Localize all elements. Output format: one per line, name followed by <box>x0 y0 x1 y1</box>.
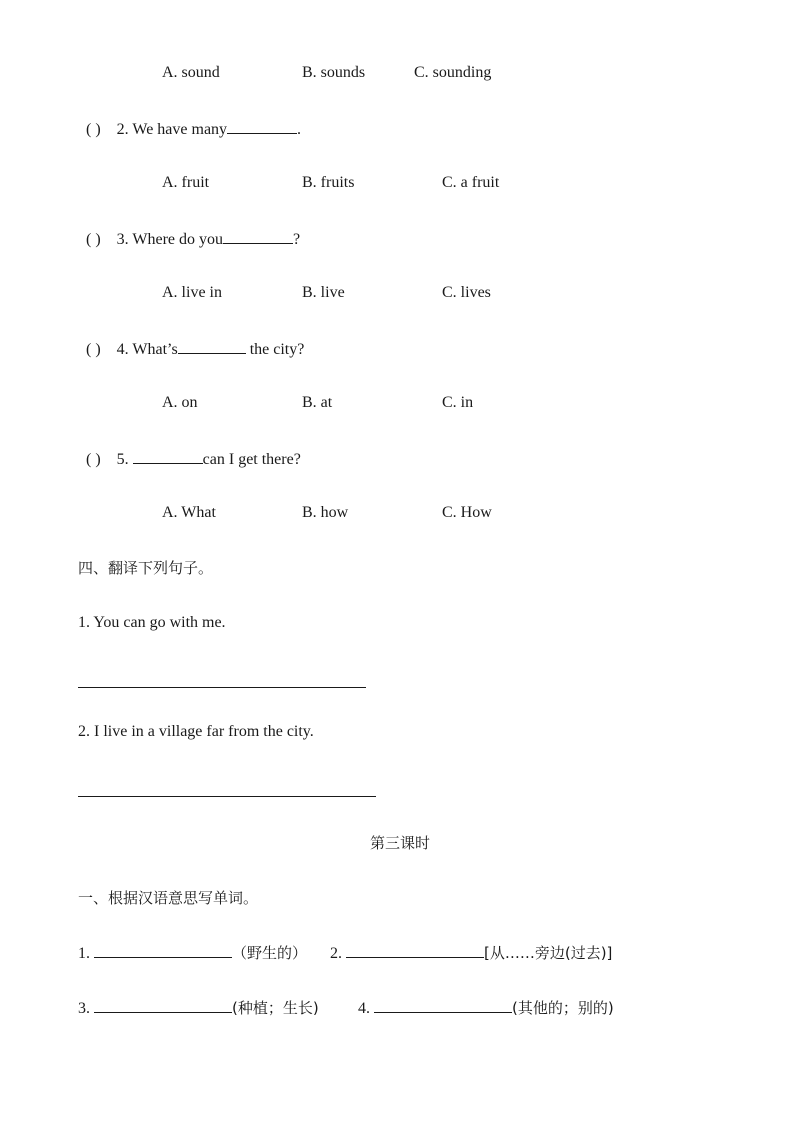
answer-paren: ( ) <box>86 231 101 248</box>
q4-option-b: B. at <box>302 394 333 411</box>
answer-paren: ( ) <box>86 451 101 468</box>
q2-option-c: C. a fruit <box>442 174 500 191</box>
answer-paren: ( ) <box>86 121 101 138</box>
answer-blank <box>374 997 512 1013</box>
vocab-item-2 <box>330 942 612 964</box>
translation-answer-line-2 <box>78 796 376 797</box>
answer-paren: ( ) <box>86 341 101 358</box>
question-number: 5. <box>116 451 129 468</box>
answer-blank <box>346 942 484 958</box>
vocab-item-1 <box>78 942 307 964</box>
item-number: 3. <box>78 1000 90 1017</box>
q3-option-c: C. lives <box>442 284 491 301</box>
question-stem-after: . <box>297 121 302 138</box>
question-4 <box>86 338 304 360</box>
chinese-hint: （野生的） <box>232 944 308 962</box>
question-stem-before: Where do you <box>132 231 224 248</box>
item-number: 1. <box>78 945 90 962</box>
question-3 <box>86 228 300 250</box>
answer-blank <box>94 997 232 1013</box>
translate-sentence-2: 2. I live in a village far from the city. <box>78 723 314 740</box>
question-stem-after: can I get there? <box>202 451 301 468</box>
answer-blank <box>178 338 246 354</box>
lesson-title: 第三课时 <box>370 834 431 852</box>
translation-answer-line-1 <box>78 687 366 688</box>
q3-option-b: B. live <box>302 284 345 301</box>
q5-option-b: B. how <box>302 504 349 521</box>
section-4-heading: 四、翻译下列句子。 <box>78 559 214 577</box>
question-stem-before: What’s <box>132 341 178 358</box>
question-stem-before: We have many <box>132 121 228 138</box>
answer-blank <box>227 118 297 134</box>
q3-option-a: A. live in <box>162 284 222 301</box>
item-number: 2. <box>330 945 342 962</box>
chinese-hint: (种植；生长) <box>232 999 319 1017</box>
q2-option-b: B. fruits <box>302 174 355 191</box>
question-number: 2. <box>116 121 129 138</box>
question-2 <box>86 118 301 140</box>
chinese-hint: (其他的；别的) <box>512 999 614 1017</box>
q1-option-a: A. sound <box>162 64 220 81</box>
q4-option-a: A. on <box>162 394 198 411</box>
vocab-item-4 <box>358 997 614 1019</box>
question-stem-after: the city? <box>245 341 305 358</box>
q5-option-a: A. What <box>162 504 216 521</box>
q5-option-c: C. How <box>442 504 492 521</box>
vocab-item-3 <box>78 997 319 1019</box>
q2-option-a: A. fruit <box>162 174 210 191</box>
chinese-hint: [从……旁边(过去)] <box>484 944 613 962</box>
section-1-heading: 一、根据汉语意思写单词。 <box>78 889 259 907</box>
question-5 <box>86 448 301 470</box>
translate-sentence-1: 1. You can go with me. <box>78 614 226 631</box>
question-number: 4. <box>116 341 129 358</box>
q1-option-b: B. sounds <box>302 64 366 81</box>
answer-blank <box>94 942 232 958</box>
q4-option-c: C. in <box>442 394 474 411</box>
item-number: 4. <box>358 1000 370 1017</box>
answer-blank <box>133 448 203 464</box>
answer-blank <box>223 228 293 244</box>
question-number: 3. <box>116 231 129 248</box>
q1-option-c: C. sounding <box>414 64 492 81</box>
question-stem-after: ? <box>293 231 301 248</box>
